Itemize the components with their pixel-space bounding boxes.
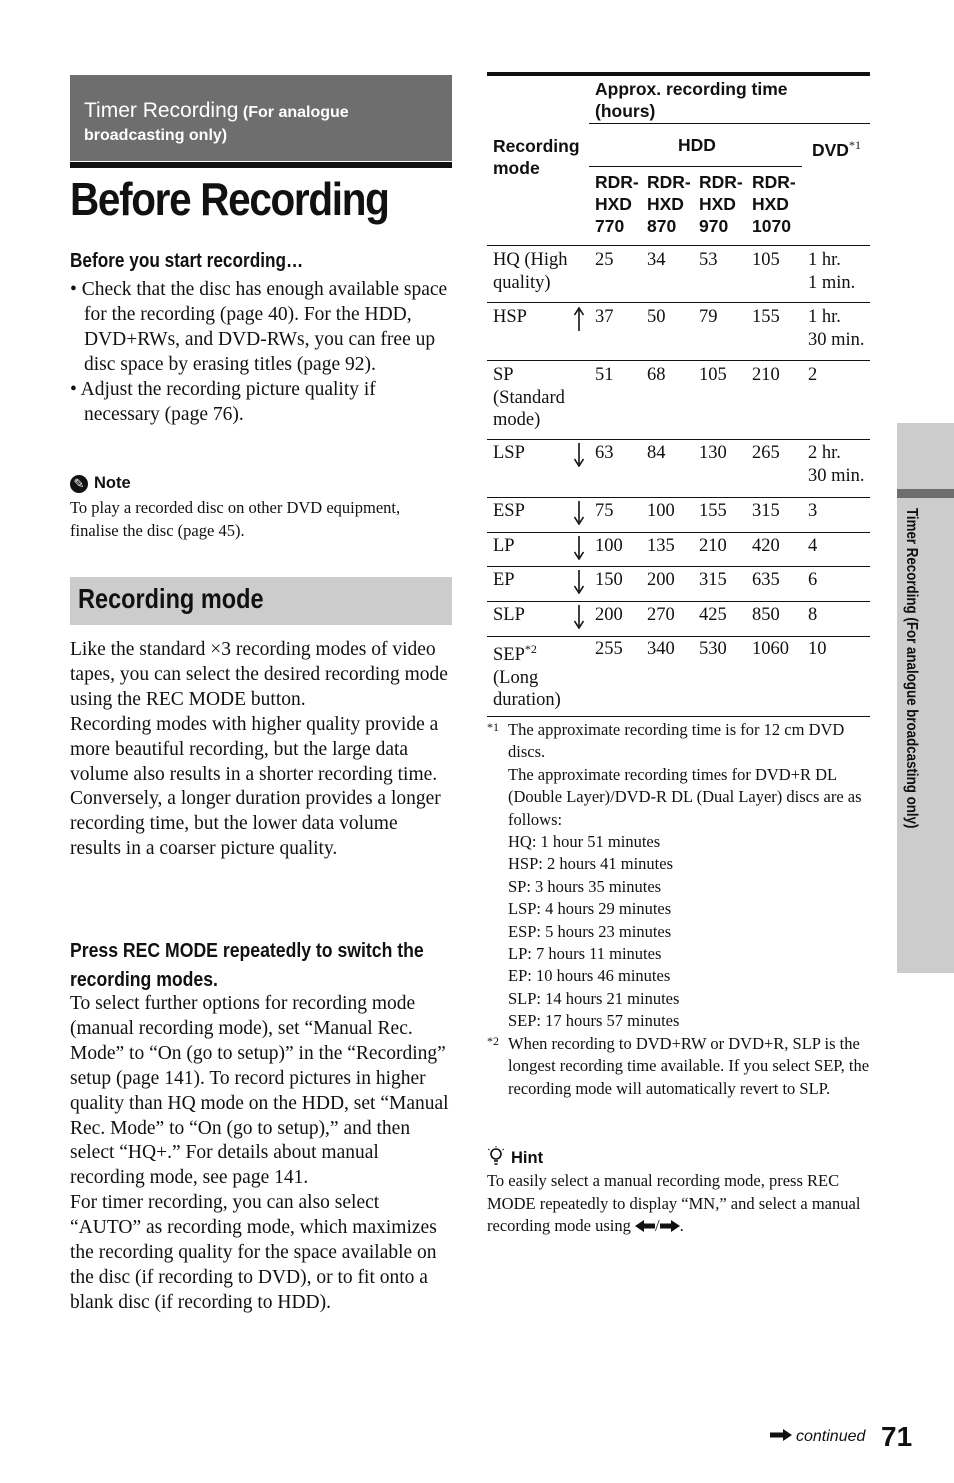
hdd-model-line: RDR- — [647, 172, 691, 192]
row-footnote-ref: *2 — [524, 642, 537, 656]
hdd-time-cell: 200 — [595, 605, 623, 625]
dvd-time-line: 30 min. — [808, 329, 865, 350]
hdd-time-cell: 51 — [595, 365, 614, 385]
row-mode-line: (Standard — [493, 387, 565, 408]
left-arrow-icon — [635, 1216, 655, 1239]
hint-text — [487, 1170, 862, 1238]
row-mode — [493, 604, 525, 627]
row-mode-line: SEP — [493, 645, 525, 666]
footnote-line: HQ: 1 hour 51 minutes — [508, 832, 661, 852]
paragraph: Like the standard ×3 recording modes of video tapes, you can select the desired recording mode using the REC MODE button. — [70, 639, 448, 710]
hdd-model-line: HXD — [699, 194, 736, 214]
dvd-time-cell — [808, 638, 827, 661]
row-divider — [487, 716, 870, 717]
hdd-time-cell: 155 — [699, 501, 727, 521]
row-mode-line: EP — [493, 570, 515, 590]
row-divider — [487, 636, 870, 637]
arrow-down-icon — [573, 570, 585, 594]
row-mode-line: (Long — [493, 667, 539, 688]
hdd-time-cell: 150 — [595, 570, 623, 590]
continued-text: continued — [796, 1428, 866, 1445]
footnote-line: EP: 10 hours 46 minutes — [508, 966, 671, 986]
footnote-2 — [487, 1033, 870, 1100]
recording-mode-intro — [70, 638, 452, 862]
section-subtitle-cont: broadcasting only) — [84, 127, 228, 144]
hdd-time-cell: 315 — [699, 570, 727, 590]
hdd-time-cell: 34 — [647, 250, 666, 270]
note-label: Note — [94, 474, 131, 492]
hdd-model-line: RDR- — [595, 172, 639, 192]
hdd-time-cell: 210 — [699, 536, 727, 556]
dvd-time-cell — [808, 569, 817, 592]
hdd-model-header — [752, 171, 796, 237]
hdd-time-cell: 84 — [647, 443, 666, 463]
before-start-list — [70, 278, 452, 427]
hdd-time-cell: 130 — [699, 443, 727, 463]
row-mode — [493, 569, 515, 592]
footnote-line: The approximate recording time is for 12 cm DVD discs. — [508, 720, 845, 762]
row-mode-line: SLP — [493, 605, 525, 625]
dvd-time-cell — [808, 442, 865, 487]
footnote-body — [508, 719, 870, 1033]
dvd-time-cell — [808, 535, 817, 558]
note-text: To play a recorded disc on other DVD equipment, finalise the disc (page 45). — [70, 498, 401, 540]
hdd-time-cell: 105 — [752, 250, 780, 270]
section-banner — [70, 75, 452, 161]
arrow-down-icon — [573, 443, 585, 467]
arrow-up-icon — [573, 307, 585, 331]
dvd-time-cell — [808, 249, 855, 294]
arrow-down-icon — [573, 536, 585, 560]
footnote-text: When recording to DVD+RW or DVD+R, SLP is the longest recording time available. If you select SEP, the recording mode will automatically revert to SLP. — [508, 1033, 870, 1098]
row-mode — [493, 249, 568, 294]
hdd-time-cell: 315 — [752, 501, 780, 521]
continued-label — [770, 1428, 865, 1446]
hdd-model-line: 1070 — [752, 216, 791, 236]
recording-mode-heading: Recording mode — [78, 583, 264, 614]
row-mode-line: HSP — [493, 307, 527, 327]
hint-label: Hint — [511, 1149, 544, 1167]
mode-header-label: mode — [493, 158, 540, 178]
row-divider — [487, 302, 870, 303]
row-divider — [487, 439, 870, 440]
footnote-line: LP: 7 hours 11 minutes — [508, 944, 662, 964]
hdd-model-line: HXD — [595, 194, 632, 214]
dvd-footnote-ref: *1 — [848, 138, 861, 152]
paragraph: To select further options for recording mode (manual recording mode), set “Manual Rec. Mode” to “On (go to setup)” in the “Recording” setup (page 141). To record pictures in higher quality than HQ mode on the HDD, set “Manual Rec. Mode” to “On (go to setup),” and then select “HQ+.” For details about manual recording mode, see page 141. — [70, 993, 449, 1189]
row-divider — [487, 497, 870, 498]
hdd-time-cell: 63 — [595, 443, 614, 463]
hdd-model-line: HXD — [647, 194, 684, 214]
row-divider — [487, 566, 870, 567]
header-rule — [589, 166, 802, 167]
hdd-time-cell: 340 — [647, 639, 675, 659]
footnote-line: LSP: 4 hours 29 minutes — [508, 899, 672, 919]
hdd-model-header — [699, 171, 743, 237]
hdd-model-header — [647, 171, 691, 237]
row-divider — [487, 360, 870, 361]
dvd-time-line: 30 min. — [808, 465, 865, 486]
hdd-model-line: 970 — [699, 216, 729, 236]
row-mode — [493, 442, 525, 465]
recording-mode-banner — [70, 577, 452, 625]
paragraph: For timer recording, you can also select “AUTO” as recording mode, which maximizes the recording quality for the space available on the disc (if recording to DVD), or to fit onto a blank disc (if recording to HDD). — [70, 1192, 437, 1313]
footnote-1 — [487, 719, 870, 1033]
mode-header-label: Recording — [493, 136, 580, 156]
hdd-model-line: 770 — [595, 216, 625, 236]
hdd-model-header — [595, 171, 639, 237]
section-title: Timer Recording — [84, 99, 239, 122]
continued-arrow-icon — [770, 1428, 792, 1446]
dvd-header — [812, 134, 861, 161]
hint-text-body: To easily select a manual recording mode, press REC MODE repeatedly to display “MN,” and select a manual recording mode using — [487, 1171, 861, 1235]
dvd-time-cell — [808, 604, 817, 627]
footnote-line: SEP: 17 hours 57 minutes — [508, 1011, 680, 1031]
row-mode-line: SP — [493, 365, 514, 385]
hdd-time-cell: 1060 — [752, 639, 789, 659]
row-divider — [487, 532, 870, 533]
hint-heading — [487, 1146, 543, 1171]
hdd-time-cell: 530 — [699, 639, 727, 659]
mode-header — [493, 135, 580, 179]
footnotes — [487, 719, 870, 1100]
row-mode-line: HQ (High — [493, 250, 568, 270]
footnote-line: SP: 3 hours 35 minutes — [508, 876, 662, 896]
row-mode-line: duration) — [493, 690, 561, 711]
bullet-item: • Adjust the recording picture quality if necessary (page 76). — [70, 378, 452, 428]
right-arrow-icon — [660, 1216, 680, 1239]
before-start-heading: Before you start recording… — [70, 250, 304, 272]
dvd-time-line: 1 min. — [808, 272, 856, 293]
hdd-header: HDD — [678, 135, 716, 155]
dvd-time-line: 10 — [808, 639, 827, 659]
dvd-time-line: 8 — [808, 605, 818, 625]
hdd-time-cell: 100 — [647, 501, 675, 521]
hdd-time-cell: 265 — [752, 443, 780, 463]
hdd-time-cell: 37 — [595, 307, 614, 327]
table-top-rule — [487, 72, 870, 76]
hdd-time-cell: 25 — [595, 250, 614, 270]
row-mode-line: LSP — [493, 443, 525, 463]
dvd-time-line: 6 — [808, 570, 818, 590]
paragraph: Recording modes with higher quality provide a more beautiful recording, but the large data volume also results in a shorter recording time. — [70, 713, 439, 785]
press-rec-mode-body — [70, 992, 452, 1316]
hdd-time-cell: 425 — [699, 605, 727, 625]
lightbulb-icon — [487, 1146, 505, 1171]
hdd-time-cell: 635 — [752, 570, 780, 590]
hint-period: . — [679, 1216, 684, 1235]
dvd-time-line: 3 — [808, 501, 818, 521]
row-mode — [493, 364, 565, 432]
footnote-line: ESP: 5 hours 23 minutes — [508, 921, 672, 941]
hdd-time-cell: 75 — [595, 501, 614, 521]
dvd-time-cell — [808, 500, 817, 523]
dvd-time-line: 4 — [808, 536, 818, 556]
hdd-model-line: RDR- — [752, 172, 796, 192]
hdd-time-cell: 270 — [647, 605, 675, 625]
hdd-time-cell: 420 — [752, 536, 780, 556]
note-icon: ✎ — [70, 475, 88, 493]
hdd-time-cell: 50 — [647, 307, 666, 327]
footnote-body — [508, 1033, 870, 1100]
approx-time-label: Approx. recording time — [595, 79, 788, 99]
arrow-down-icon — [573, 501, 585, 525]
hdd-time-cell: 210 — [752, 365, 780, 385]
hdd-time-cell: 53 — [699, 250, 718, 270]
banner-divider — [70, 162, 452, 168]
row-mode-line: mode) — [493, 410, 541, 430]
dvd-time-cell — [808, 364, 817, 387]
approx-time-unit: (hours) — [595, 101, 656, 121]
dvd-time-line: 2 hr. — [808, 443, 841, 463]
row-mode-line: ESP — [493, 501, 525, 521]
footnote-line: SLP: 14 hours 21 minutes — [508, 988, 680, 1008]
header-bottom-rule — [487, 245, 870, 246]
row-mode — [493, 306, 527, 329]
page-title: Before Recording — [70, 173, 389, 225]
row-mode — [493, 535, 515, 558]
hdd-model-line: RDR- — [699, 172, 743, 192]
row-mode-line: LP — [493, 536, 515, 556]
row-mode — [493, 500, 525, 523]
hdd-time-cell: 79 — [699, 307, 718, 327]
approx-time-header — [595, 78, 788, 122]
page-number: 71 — [881, 1421, 913, 1452]
arrow-down-icon — [573, 605, 585, 629]
side-tab-text: Timer Recording (For analogue broadcasting only) — [903, 508, 920, 829]
side-tab-marker — [897, 489, 954, 498]
hdd-time-cell: 200 — [647, 570, 675, 590]
row-divider — [487, 601, 870, 602]
hint-separator: / — [655, 1216, 660, 1235]
dvd-header-label: DVD — [812, 139, 849, 160]
row-mode — [493, 638, 561, 712]
hdd-time-cell: 100 — [595, 536, 623, 556]
hdd-time-cell: 155 — [752, 307, 780, 327]
hdd-time-cell: 135 — [647, 536, 675, 556]
footnote-mark: *2 — [487, 1033, 499, 1048]
dvd-time-cell — [808, 306, 865, 351]
paragraph: Conversely, a longer duration provides a longer recording time, but the lower data volume results in a coarser picture quality. — [70, 788, 441, 860]
note-heading — [70, 474, 131, 493]
row-mode-line: quality) — [493, 272, 551, 293]
footnote-line: The approximate recording times for DVD+R DL (Double Layer)/DVD-R DL (Dual Layer) discs are as follows: — [508, 764, 862, 829]
hdd-time-cell: 255 — [595, 639, 623, 659]
bullet-item: • Check that the disc has enough available space for the recording (page 40). For the HDD, DVD+RWs, and DVD-RWs, you can free up disc space by erasing titles (page 92). — [70, 278, 452, 378]
dvd-time-line: 1 hr. — [808, 307, 841, 327]
hdd-model-line: 870 — [647, 216, 677, 236]
hdd-time-cell: 105 — [699, 365, 727, 385]
dvd-time-line: 1 hr. — [808, 250, 841, 270]
section-subtitle: (For analogue — [242, 104, 349, 121]
hdd-time-cell: 68 — [647, 365, 666, 385]
hdd-model-line: HXD — [752, 194, 789, 214]
dvd-time-line: 2 — [808, 365, 818, 385]
press-rec-mode-heading: Press REC MODE repeatedly to switch the recording modes. — [70, 939, 424, 991]
hdd-time-cell: 850 — [752, 605, 780, 625]
footnote-line: HSP: 2 hours 41 minutes — [508, 854, 674, 874]
footnote-mark: *1 — [487, 720, 499, 734]
header-rule — [589, 123, 870, 124]
